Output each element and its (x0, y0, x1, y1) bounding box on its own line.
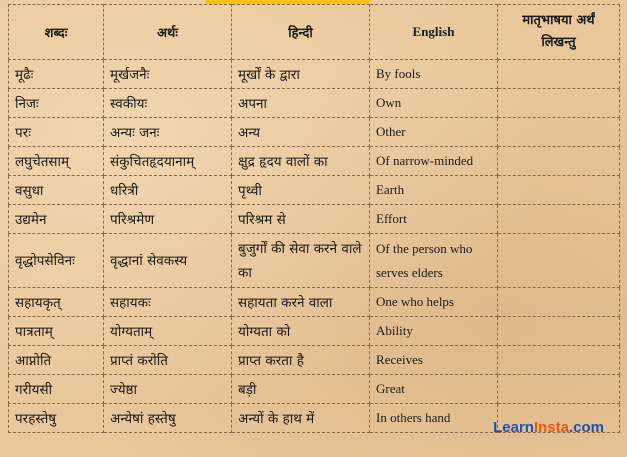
header-word: शब्दः (9, 5, 104, 60)
cell-english: Of narrow-minded (370, 147, 498, 176)
cell-english: By fools (370, 60, 498, 89)
cell-meaning: परिश्रमेण (104, 205, 232, 234)
cell-mother-tongue (498, 205, 620, 234)
header-english: English (370, 5, 498, 60)
cell-mother-tongue (498, 346, 620, 375)
table-row (9, 60, 620, 89)
cell-mother-tongue (498, 60, 620, 89)
cell-word: पात्रताम् (9, 317, 104, 346)
table-row (9, 118, 620, 147)
cell-meaning: अन्यः जनः (104, 118, 232, 147)
cell-hindi: पृथ्वी (232, 176, 370, 205)
table-row (9, 375, 620, 404)
cell-hindi: परिश्रम से (232, 205, 370, 234)
cell-meaning: मूर्खजनैः (104, 60, 232, 89)
cell-mother-tongue (498, 176, 620, 205)
cell-word: आप्नोति (9, 346, 104, 375)
cell-mother-tongue (498, 234, 620, 288)
cell-word: उद्यमेन (9, 205, 104, 234)
cell-word: परहस्तेषु (9, 404, 104, 433)
cell-word: परः (9, 118, 104, 147)
cell-english: Effort (370, 205, 498, 234)
table-row (9, 176, 620, 205)
cell-mother-tongue (498, 288, 620, 317)
cell-word: लघुचेतसाम् (9, 147, 104, 176)
cell-english: Own (370, 89, 498, 118)
cell-hindi: मूर्खों के द्वारा (232, 60, 370, 89)
cell-english: One who helps (370, 288, 498, 317)
cell-mother-tongue (498, 375, 620, 404)
cell-word: सहायकृत् (9, 288, 104, 317)
cell-word: मूढैः (9, 60, 104, 89)
cell-mother-tongue (498, 118, 620, 147)
cell-meaning: योग्यताम् (104, 317, 232, 346)
cell-hindi: अन्य (232, 118, 370, 147)
cell-english: Great (370, 375, 498, 404)
cell-word: निजः (9, 89, 104, 118)
cell-hindi: योग्यता को (232, 317, 370, 346)
cell-meaning: संकुचितहृदयानाम् (104, 147, 232, 176)
cell-meaning: धरित्री (104, 176, 232, 205)
cell-hindi: क्षुद्र हृदय वालों का (232, 147, 370, 176)
cell-word: वसुधा (9, 176, 104, 205)
cell-meaning: वृद्धानां सेवकस्य (104, 234, 232, 288)
cell-english: Other (370, 118, 498, 147)
table-body (9, 60, 620, 433)
cell-hindi: प्राप्त करता है (232, 346, 370, 375)
table-row (9, 317, 620, 346)
cell-english: In others hand (370, 404, 498, 433)
cell-english: Receives (370, 346, 498, 375)
table-row (9, 205, 620, 234)
cell-meaning: प्राप्तं करोति (104, 346, 232, 375)
cell-mother-tongue (498, 317, 620, 346)
vocabulary-table (8, 4, 620, 433)
cell-mother-tongue (498, 89, 620, 118)
table-row (9, 147, 620, 176)
cell-hindi: अपना (232, 89, 370, 118)
cell-word: वृद्धोपसेविनः (9, 234, 104, 288)
table-row (9, 234, 620, 288)
cell-english: Of the person who serves elders (370, 234, 498, 288)
header-mother-tongue: मातृभाषया अर्थं लिखन्तु (498, 5, 620, 60)
cell-word: गरीयसी (9, 375, 104, 404)
header-meaning: अर्थः (104, 5, 232, 60)
cell-hindi: सहायता करने वाला (232, 288, 370, 317)
cell-meaning: ज्येष्ठा (104, 375, 232, 404)
cell-hindi: बड़ी (232, 375, 370, 404)
cell-hindi: अन्यों के हाथ में (232, 404, 370, 433)
cell-meaning: स्वकीयः (104, 89, 232, 118)
cell-english: Ability (370, 317, 498, 346)
cell-meaning: सहायकः (104, 288, 232, 317)
watermark-logo: LearnInsta.com (493, 419, 604, 436)
cell-meaning: अन्येषां हस्तेषु (104, 404, 232, 433)
cell-english: Earth (370, 176, 498, 205)
table-row (9, 346, 620, 375)
cell-mother-tongue (498, 147, 620, 176)
table-row (9, 288, 620, 317)
cell-hindi: बुजुर्गों की सेवा करने वाले का (232, 234, 370, 288)
header-row (9, 5, 620, 60)
header-hindi: हिन्दी (232, 5, 370, 60)
table-row (9, 89, 620, 118)
